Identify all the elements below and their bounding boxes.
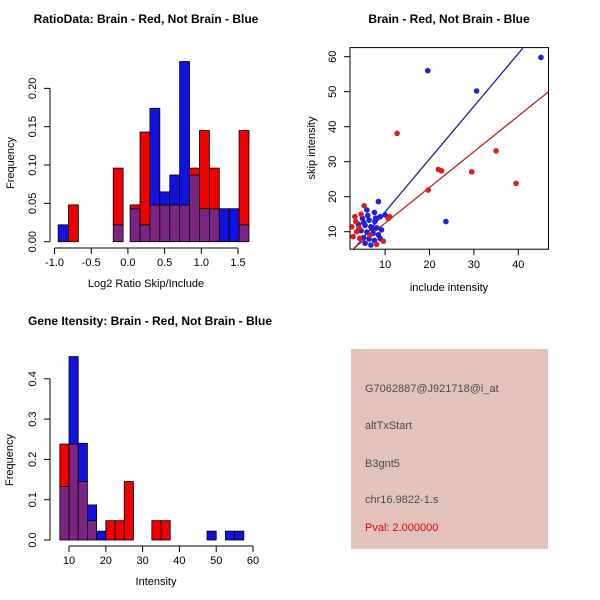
y-tick-label: 0.00 [27,230,39,253]
scatter-point-red [385,216,391,222]
y-tick-label: 0.15 [27,115,40,138]
histogram-bar-blue [150,108,160,205]
histogram-bar-red [68,205,78,242]
histogram-bar-blue [97,531,106,540]
y-tick-label: 30 [327,155,339,168]
scatter-point-red [349,224,355,230]
histogram-bar-blue [235,531,244,540]
histogram-bar-red [124,482,133,540]
scatter-point-blue [368,242,374,248]
histogram-bar-overlap [190,175,200,242]
scatter-plot [327,48,549,272]
histogram-bar-blue [225,531,234,540]
histogram-bar-red [60,444,69,486]
x-tick-label: 30 [467,259,481,272]
x-tick-label: -1.0 [45,257,65,269]
histogram-bar-overlap [170,205,180,242]
scatter-point-red [469,169,475,175]
x-tick-label: 30 [136,555,149,567]
scatter-point-red [381,238,387,244]
histogram-bar-overlap [150,205,160,242]
scatter-point-blue [369,226,375,232]
histogram-bar-red [130,205,140,209]
y-tick-label: 0.0 [27,532,39,548]
histogram-bar-overlap [78,482,87,540]
histogram-bar-red [190,168,200,175]
histogram-bar-red [161,521,170,540]
y-tick-label: 60 [327,50,339,63]
x-tick-label: 1.5 [230,257,246,269]
scatter-point-red [367,232,373,238]
histogram-bar-red [152,521,161,540]
histogram-bar-overlap [160,205,170,242]
histogram-bar-overlap [199,209,209,242]
scatter-point-blue [362,240,368,246]
scatter-point-red [439,168,445,174]
scatter-point-red [350,234,356,240]
scatter-point-red [374,242,380,248]
histogram-bar-red [209,168,219,209]
histogram-bar-blue [87,505,96,521]
histogram-bar-red [115,521,124,540]
x-tick-label: 60 [246,555,260,567]
y-tick-label: 0.20 [27,77,39,100]
y-tick-label: 0.2 [27,451,39,468]
histogram-bar-overlap [239,225,249,242]
y-tick-label: 0.1 [27,492,39,508]
event-type-text: altTxStart [365,420,413,432]
ratio-histogram-xlabel: Log2 Ratio Skip/Include [87,278,205,290]
histogram-bar-overlap [69,444,78,540]
locus-text: chr16.9822-1.s [365,494,439,506]
histogram-bar-red [199,131,209,209]
regression-line-red [354,92,549,249]
scatter-point-red [353,219,359,225]
ratio-histogram-ylabel: Frequency [5,137,17,189]
scatter-point-red [425,187,431,193]
y-tick-label: 10 [327,225,339,238]
scatter-point-red [361,203,367,209]
histogram-bar-blue [219,209,229,242]
scatter-xlabel: include intensity [409,282,489,294]
histogram-bar-blue [170,175,180,205]
scatter-title: Brain - Red, Not Brain - Blue [368,12,530,26]
histogram-bar-red [106,521,115,540]
scatter-point-red [352,214,358,220]
ratio-histogram-panel [0,0,300,300]
gene-histogram-xlabel: Intensity [135,576,177,588]
scatter-point-blue [365,213,371,219]
y-tick-label: 0.3 [27,411,39,427]
y-tick-label: 50 [327,85,339,98]
x-tick-label: 20 [99,555,112,567]
histogram-bar-blue [78,443,87,481]
scatter-point-red [513,181,519,187]
x-tick-label: 50 [210,555,223,567]
scatter-point-blue [474,88,480,94]
y-tick-label: 20 [327,190,339,203]
intensity-scatter-panel [300,0,600,300]
histogram-bar-red [113,168,123,225]
y-tick-label: 0.10 [27,154,39,176]
histogram-bar-blue [58,225,68,242]
scatter-point-blue [538,55,544,61]
scatter-ylabel: skip intensity [306,116,318,180]
histogram-bar-red [140,132,150,225]
scatter-point-blue [379,227,385,233]
scatter-point-blue [361,220,367,226]
x-tick-label: 40 [512,259,525,272]
x-tick-label: 0.0 [120,257,136,269]
histogram-bar-blue [207,531,216,540]
scatter-point-red [356,225,362,231]
scatter-point-red [357,236,363,242]
gene-histogram-title: Gene Itensity: Brain - Red, Not Brain - Blue [27,314,273,328]
pval-text: Pval: 2.000000 [365,522,439,534]
histogram-bar-overlap [113,225,123,242]
y-tick-label: 40 [327,120,339,133]
scatter-point-blue [443,219,449,225]
probe-id-text: G7062887@J921718@i_at [365,383,499,395]
x-tick-label: 1.0 [193,257,209,269]
histogram-bar-blue [160,192,170,205]
x-tick-label: 40 [173,555,186,567]
x-tick-label: 10 [62,555,76,567]
ratio-histogram-plot [27,62,249,269]
gene-info-box [351,349,548,549]
scatter-point-blue [373,215,379,221]
x-tick-label: -0.5 [81,257,101,269]
histogram-bar-blue [180,62,190,205]
scatter-point-red [394,131,400,137]
gene-histogram-ylabel: Frequency [4,434,16,486]
scatter-point-blue [372,210,378,216]
histogram-bar-overlap [130,209,140,242]
histogram-bar-blue [229,209,239,242]
ratio-histogram-title: RatioData: Brain - Red, Not Brain - Blue [33,12,259,26]
histogram-bar-red [239,131,249,225]
x-tick-label: 20 [423,259,436,272]
histogram-bar-overlap [87,521,96,540]
scatter-point-red [493,148,499,154]
x-tick-label: 10 [378,259,392,272]
y-tick-label: 0.05 [27,192,39,215]
histogram-bar-overlap [60,486,69,540]
histogram-bar-overlap [140,225,150,242]
x-tick-label: 0.5 [156,257,173,269]
histogram-bar-overlap [180,205,190,242]
y-tick-label: 0.4 [27,371,39,387]
scatter-point-red [358,211,364,217]
gene-intensity-histogram-panel [0,300,300,600]
histogram-bar-blue [69,357,78,444]
gene-histogram-plot [27,357,259,567]
scatter-point-blue [425,68,431,74]
gene-name-text: B3gnt5 [365,458,400,470]
histogram-bar-overlap [209,209,219,242]
scatter-point-blue [376,199,382,205]
